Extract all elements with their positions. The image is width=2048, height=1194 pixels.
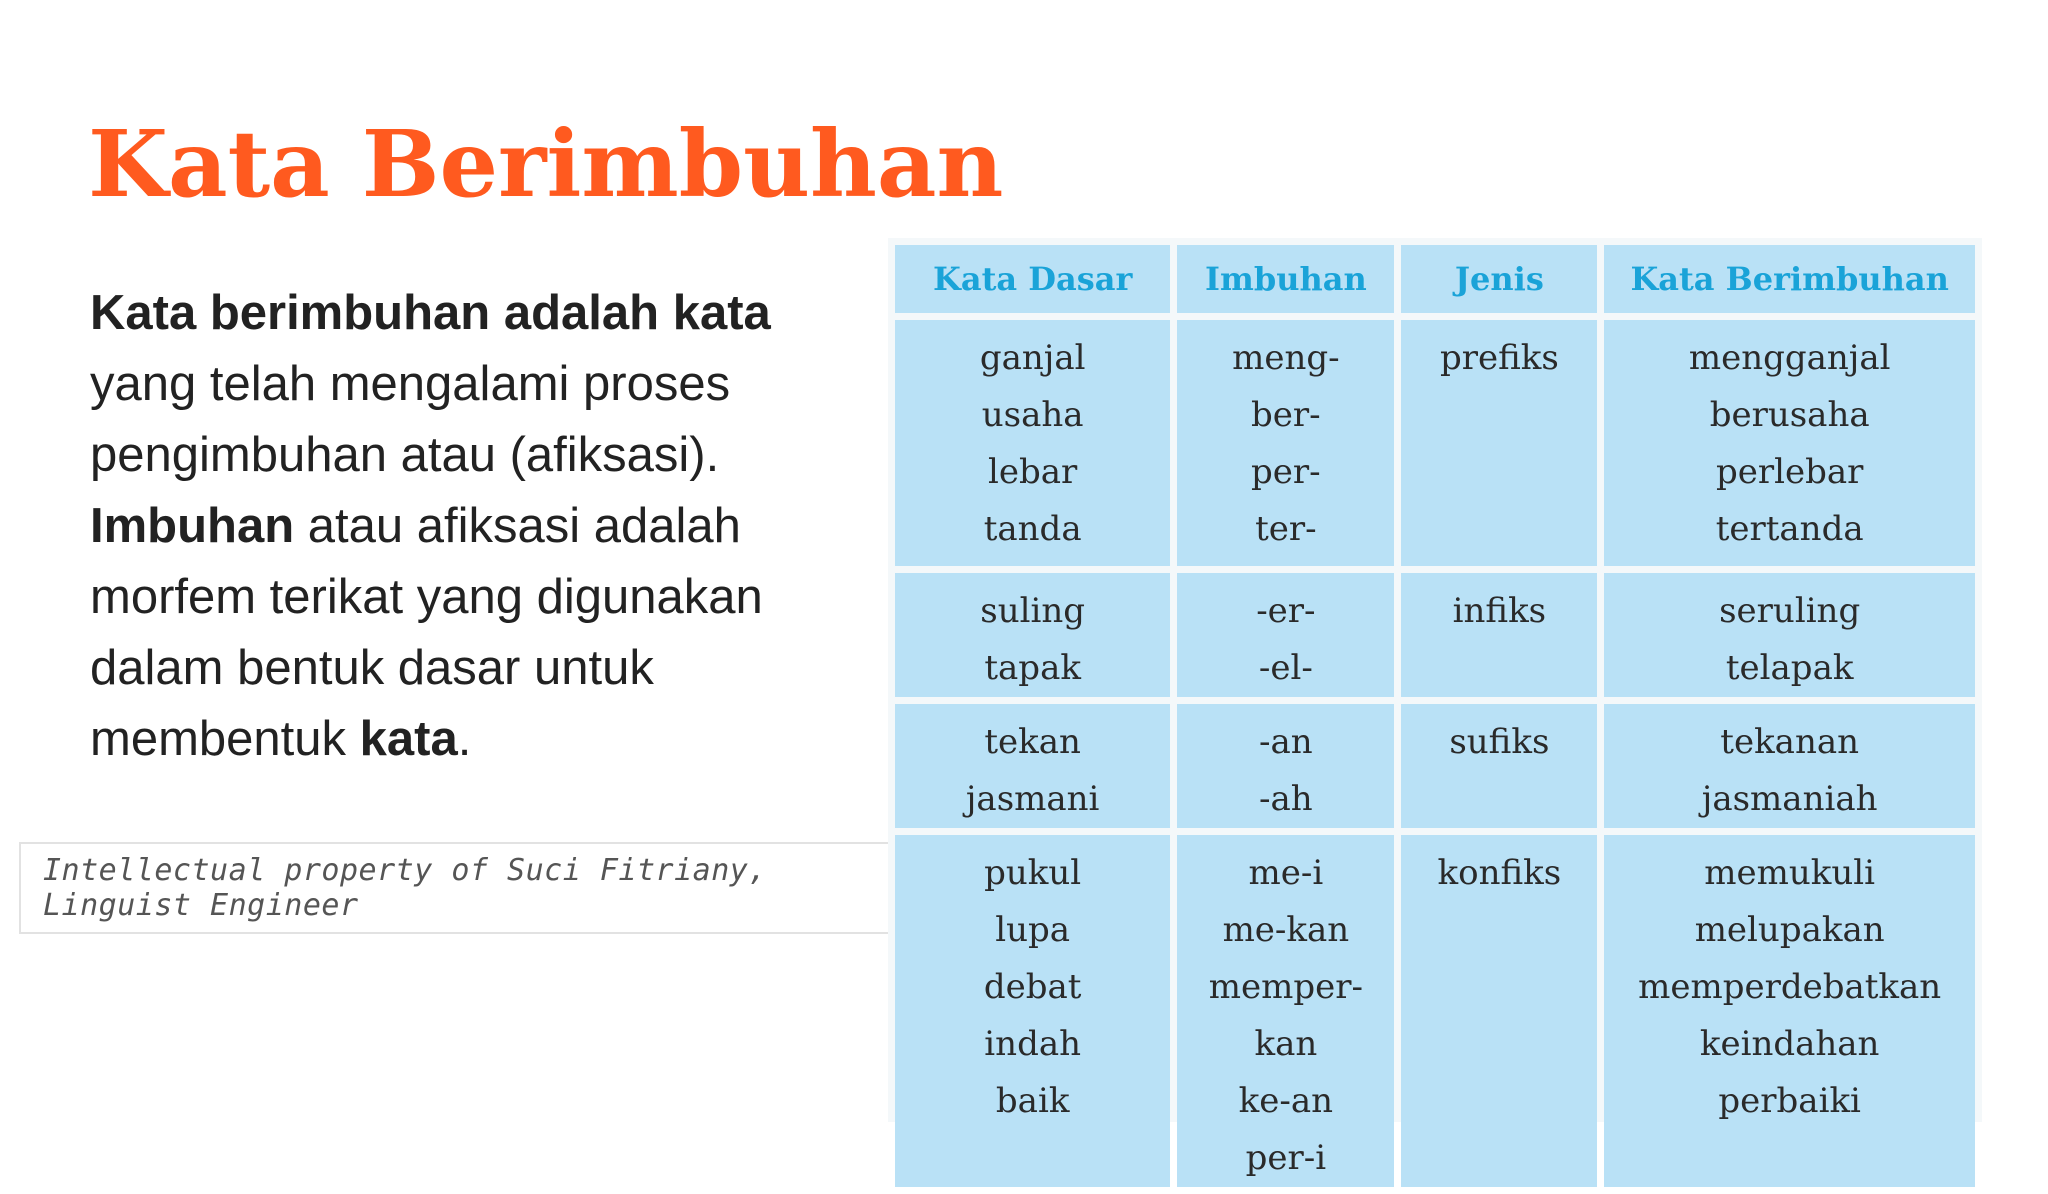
bold-text-run: kata	[359, 712, 458, 766]
cell-jenis	[1401, 320, 1597, 566]
cell-word: infiks	[1452, 591, 1547, 631]
cell-word: -er-	[1256, 591, 1316, 631]
cell-word: perbaiki	[1718, 1081, 1861, 1121]
cell-word: ke-an	[1238, 1081, 1334, 1121]
cell-word: -ah	[1259, 779, 1313, 819]
definition-paragraph	[90, 278, 810, 775]
cell-word: jasmani	[965, 779, 1100, 819]
cell-word: mengganjal	[1688, 338, 1891, 378]
cell-word: debat	[983, 967, 1082, 1007]
cell-kata-berimbuhan	[1604, 320, 1975, 566]
cell-kata-berimbuhan	[1604, 573, 1975, 697]
cell-word: telapak	[1725, 648, 1854, 688]
cell-kata-dasar	[895, 835, 1170, 1187]
cell-word: seruling	[1719, 591, 1861, 631]
cell-kata-dasar	[895, 573, 1170, 697]
table-body	[895, 320, 1975, 1187]
cell-word: tekan	[984, 722, 1081, 762]
cell-word: per-i	[1245, 1138, 1327, 1178]
cell-word: suling	[980, 591, 1086, 631]
page-title: Kata Berimbuhan	[88, 110, 1004, 218]
cell-word: berusaha	[1709, 395, 1870, 435]
cell-word: -el-	[1258, 648, 1313, 688]
cell-imbuhan	[1177, 835, 1394, 1187]
cell-word: tanda	[983, 509, 1082, 549]
cell-kata-berimbuhan	[1604, 835, 1975, 1187]
cell-word: me-kan	[1222, 910, 1350, 950]
cell-imbuhan	[1177, 573, 1394, 697]
header-imbuhan: Imbuhan	[1177, 245, 1394, 313]
cell-word: prefiks	[1439, 338, 1559, 378]
cell-word: konfiks	[1437, 853, 1562, 893]
header-kata-dasar: Kata Dasar	[895, 245, 1170, 313]
cell-word: memper-kan	[1208, 967, 1363, 1064]
cell-word: ber-	[1251, 395, 1321, 435]
table-header-row	[895, 245, 1975, 313]
cell-word: -an	[1259, 722, 1313, 762]
cell-word: keindahan	[1699, 1024, 1880, 1064]
cell-kata-dasar	[895, 704, 1170, 828]
affix-table-container	[888, 238, 1982, 1178]
cell-word: sufiks	[1449, 722, 1550, 762]
cell-word: per-	[1251, 452, 1321, 492]
cell-word: lupa	[995, 910, 1071, 950]
cell-word: indah	[984, 1024, 1082, 1064]
cell-word: memperdebatkan	[1638, 967, 1942, 1007]
cell-word: ganjal	[979, 338, 1086, 378]
cell-word: tapak	[984, 648, 1081, 688]
table-row	[895, 704, 1975, 828]
table-row	[895, 573, 1975, 697]
cell-jenis	[1401, 573, 1597, 697]
table-row	[895, 320, 1975, 566]
cell-kata-dasar	[895, 320, 1170, 566]
bold-text-run: Kata berimbuhan adalah kata	[90, 286, 771, 340]
bold-text-run: Imbuhan	[90, 499, 295, 553]
cell-word: ter-	[1255, 509, 1317, 549]
cell-word: me-i	[1248, 853, 1324, 893]
text-run: yang telah mengalami proses pengimbuhan atau (afiksasi).	[90, 357, 731, 482]
cell-word: jasmaniah	[1701, 779, 1878, 819]
cell-imbuhan	[1177, 320, 1394, 566]
text-run: atau afiksasi adalah morfem terikat yang digunakan dalam bentuk dasar untuk membentuk	[90, 499, 763, 766]
cell-word: tertanda	[1715, 509, 1864, 549]
text-run: .	[457, 712, 472, 766]
cell-word: lebar	[988, 452, 1078, 492]
cell-jenis	[1401, 835, 1597, 1187]
cell-imbuhan	[1177, 704, 1394, 828]
table-row	[895, 835, 1975, 1187]
cell-kata-berimbuhan	[1604, 704, 1975, 828]
cell-word: memukuli	[1704, 853, 1876, 893]
watermark-caption: Intellectual property of Suci Fitriany, Linguist Engineer	[19, 842, 893, 934]
cell-jenis	[1401, 704, 1597, 828]
cell-word: baik	[995, 1081, 1070, 1121]
cell-word: meng-	[1232, 338, 1340, 378]
header-jenis: Jenis	[1401, 245, 1597, 313]
affix-table	[888, 238, 1982, 1194]
cell-word: usaha	[981, 395, 1084, 435]
cell-word: perlebar	[1715, 452, 1864, 492]
cell-word: pukul	[984, 853, 1082, 893]
cell-word: tekanan	[1720, 722, 1860, 762]
cell-word: melupakan	[1694, 910, 1885, 950]
header-kata-berimbuhan: Kata Berimbuhan	[1604, 245, 1975, 313]
